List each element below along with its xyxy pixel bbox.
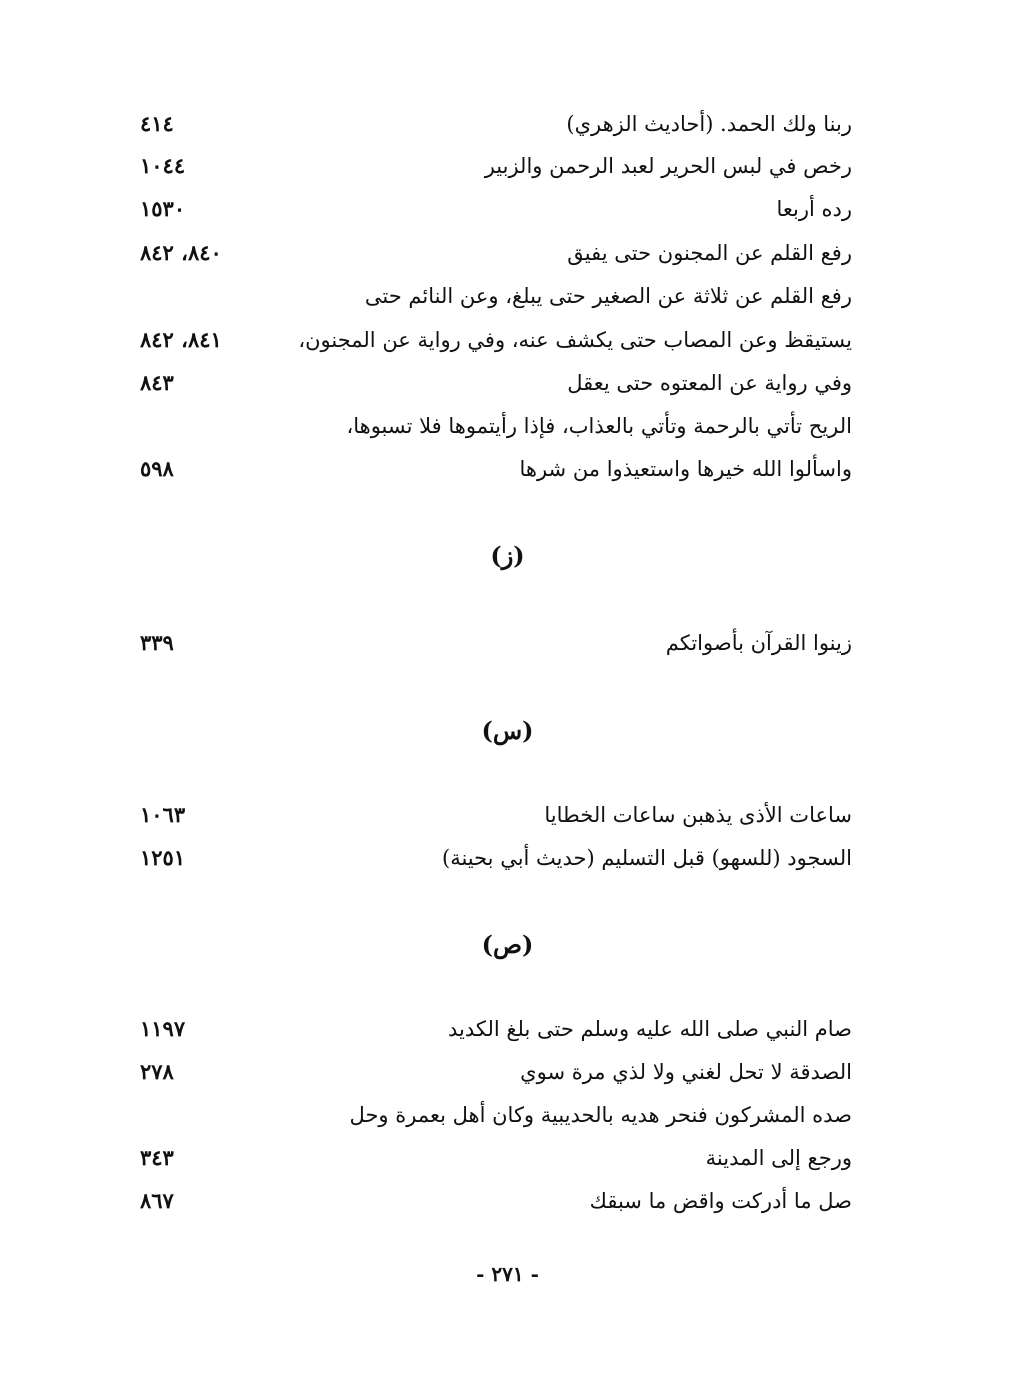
- index-entry: [140, 1052, 852, 1092]
- entry-text: زينوا القرآن بأصواتكم: [665, 631, 852, 655]
- page-number: - ٢٧١ -: [476, 1262, 539, 1286]
- index-entry: [140, 189, 852, 229]
- entry-pages: ٣٣٩: [140, 630, 174, 655]
- entry-text: ساعات الأذى يذهبن ساعات الخطايا: [544, 803, 852, 827]
- index-entry: [140, 233, 852, 273]
- entry-text: رفع القلم عن المجنون حتى يفيق: [567, 241, 852, 265]
- index-entry: [140, 320, 852, 360]
- entry-text: ورجع إلى المدينة: [705, 1146, 852, 1170]
- entry-text: ربنا ولك الحمد. (أحاديث الزهري): [566, 112, 852, 136]
- entry-pages: ٤١٤: [140, 111, 174, 136]
- entry-text: الصدقة لا تحل لغني ولا لذي مرة سوي: [520, 1060, 852, 1084]
- entry-pages: ١٠٤٤: [140, 153, 186, 178]
- entry-text: رخص في لبس الحرير لعبد الرحمن والزبير: [484, 154, 852, 178]
- index-entry: [140, 623, 852, 663]
- section-heading: (س): [481, 716, 534, 745]
- index-entry: [140, 363, 852, 403]
- entry-pages: ٢٧٨: [140, 1059, 174, 1084]
- entry-text: واسألوا الله خيرها واستعيذوا من شرها: [519, 457, 852, 481]
- index-entry: [140, 104, 852, 144]
- entry-pages: ٨٤١، ٨٤٢: [140, 327, 222, 352]
- entry-pages: ٥٩٨: [140, 456, 174, 481]
- index-entry: [140, 1095, 852, 1135]
- entry-pages: ١٢٥١: [140, 845, 186, 870]
- index-entry: [140, 838, 852, 878]
- index-entry: [140, 276, 852, 316]
- entry-text: صده المشركون فنحر هديه بالحديبية وكان أهل بعمرة وحل: [349, 1103, 852, 1127]
- entry-pages: ١١٩٧: [140, 1016, 186, 1041]
- entry-pages: ٨٤٣: [140, 370, 174, 395]
- entry-text: رفع القلم عن ثلاثة عن الصغير حتى يبلغ، وعن النائم حتى: [364, 284, 852, 308]
- index-entry: [140, 795, 852, 835]
- entry-text: صام النبي صلى الله عليه وسلم حتى بلغ الكديد: [447, 1017, 852, 1041]
- entry-pages: ٣٤٣: [140, 1145, 174, 1170]
- entry-text: صل ما أدركت واقض ما سبقك: [589, 1189, 852, 1213]
- section-heading: (ص): [481, 930, 534, 959]
- entry-pages: ١٠٦٣: [140, 802, 186, 827]
- index-entry: [140, 449, 852, 489]
- index-entry: [140, 1181, 852, 1221]
- index-entry: [140, 1009, 852, 1049]
- index-entry: [140, 1138, 852, 1178]
- entry-pages: ٨٤٠، ٨٤٢: [140, 240, 222, 265]
- entry-text: الريح تأتي بالرحمة وتأتي بالعذاب، فإذا رأيتموها فلا تسبوها،: [346, 414, 852, 438]
- entry-text: يستيقظ وعن المصاب حتى يكشف عنه، وفي رواية عن المجنون،: [298, 328, 852, 352]
- entry-pages: ١٥٣٠: [140, 196, 186, 221]
- index-entry: [140, 146, 852, 186]
- entry-pages: ٨٦٧: [140, 1188, 174, 1213]
- index-entry: [140, 406, 852, 446]
- entry-text: وفي رواية عن المعتوه حتى يعقل: [567, 371, 852, 395]
- section-heading: (ز): [490, 541, 525, 570]
- entry-text: رده أربعا: [776, 197, 852, 221]
- entry-text: السجود (للسهو) قبل التسليم (حديث أبي بحينة): [442, 846, 852, 870]
